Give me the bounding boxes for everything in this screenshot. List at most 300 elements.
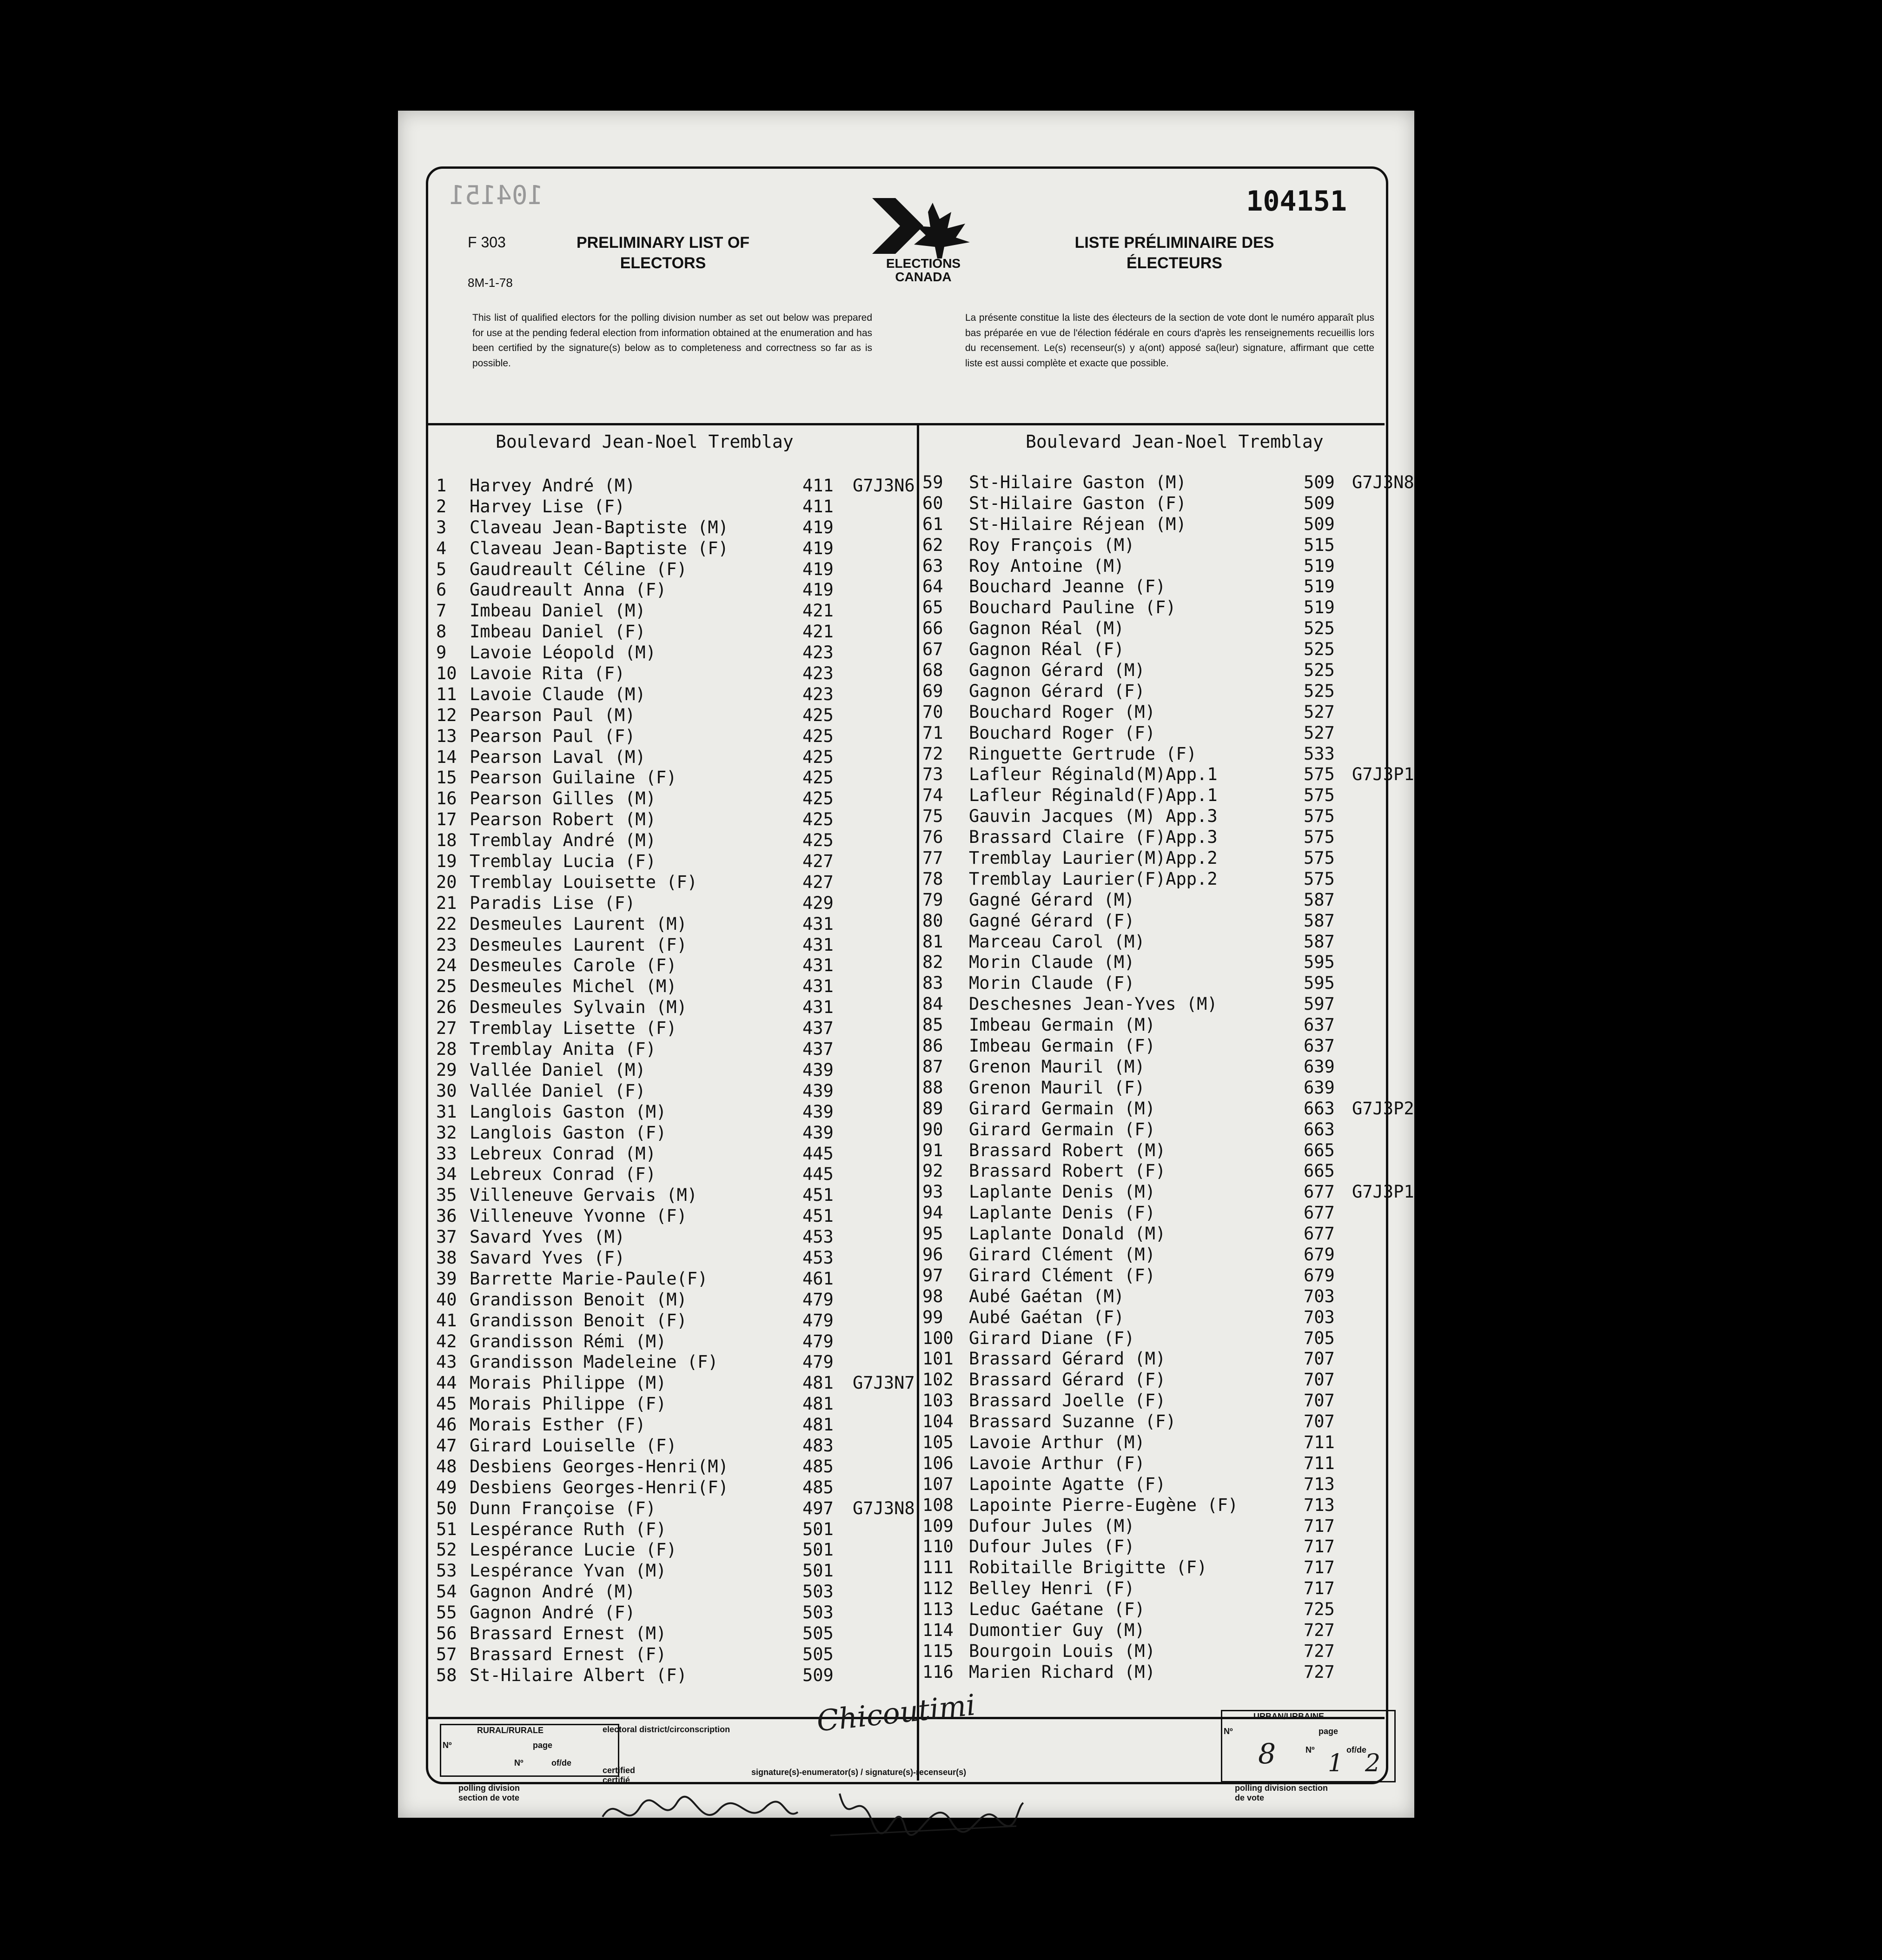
elector-entry <box>922 1349 1387 1370</box>
entry-civic-number: 423 <box>802 684 834 704</box>
entry-civic-number: 453 <box>802 1227 834 1247</box>
elector-entry <box>922 1641 1387 1662</box>
elector-entry <box>436 622 910 642</box>
entry-civic-number: 503 <box>802 1582 834 1602</box>
entry-name: Gagné Gérard (F) <box>969 910 1135 931</box>
entry-number: 65 <box>922 597 943 618</box>
elector-entry <box>922 1119 1387 1140</box>
entry-name: St-Hilaire Albert (F) <box>470 1665 687 1685</box>
entry-name: Marceau Carol (M) <box>969 931 1145 952</box>
entry-civic-number: 665 <box>1304 1140 1335 1160</box>
elector-entry <box>436 663 910 684</box>
entry-number: 53 <box>436 1561 457 1581</box>
elector-entry <box>922 702 1387 723</box>
entry-name: Pearson Paul (F) <box>470 726 636 746</box>
elector-entry <box>922 556 1387 577</box>
entry-number: 21 <box>436 893 457 913</box>
entry-name: Gaudreault Anna (F) <box>470 580 667 600</box>
rural-label: RURAL/RURALE <box>477 1726 543 1735</box>
entry-name: Pearson Guilaine (F) <box>470 768 677 788</box>
elector-entry <box>922 1662 1387 1683</box>
elector-entry <box>922 597 1387 618</box>
elector-entry <box>436 1540 910 1561</box>
entry-number: 99 <box>922 1307 943 1327</box>
entry-name: Gagnon Gérard (F) <box>969 681 1145 701</box>
entry-number: 88 <box>922 1077 943 1098</box>
entry-name: Girard Diane (F) <box>969 1328 1135 1348</box>
entry-name: Desmeules Carole (F) <box>470 955 677 976</box>
entry-civic-number: 525 <box>1304 618 1335 639</box>
entry-name: Gagnon André (M) <box>470 1582 636 1602</box>
entry-civic-number: 479 <box>802 1310 834 1331</box>
elector-entry <box>436 1060 910 1081</box>
entry-number: 108 <box>922 1495 954 1515</box>
entry-civic-number: 707 <box>1304 1411 1335 1432</box>
rural-polling-label: polling division section de vote <box>458 1783 520 1802</box>
entry-name: St-Hilaire Réjean (M) <box>969 514 1186 534</box>
elector-entry <box>922 1161 1387 1182</box>
entry-name: Marien Richard (M) <box>969 1662 1155 1682</box>
entry-number: 10 <box>436 663 457 684</box>
elector-entry <box>436 1248 910 1269</box>
elector-entry <box>922 1224 1387 1245</box>
entry-number: 51 <box>436 1519 457 1539</box>
elector-entry <box>922 1391 1387 1411</box>
entry-number: 42 <box>436 1331 457 1351</box>
entry-number: 87 <box>922 1056 943 1077</box>
rural-page-no-label: Nº <box>514 1758 524 1768</box>
elector-entry <box>922 639 1387 660</box>
entry-name: Harvey André (M) <box>470 476 636 496</box>
entry-name: Savard Yves (M) <box>470 1227 625 1247</box>
entry-name: Girard Germain (F) <box>969 1119 1155 1139</box>
entry-number: 11 <box>436 684 457 704</box>
entry-number: 98 <box>922 1286 943 1306</box>
entry-number: 20 <box>436 872 457 892</box>
elector-entry <box>436 1269 910 1290</box>
entry-number: 29 <box>436 1059 457 1080</box>
elector-entry <box>922 1557 1387 1578</box>
entry-number: 55 <box>436 1602 457 1623</box>
entry-civic-number: 639 <box>1304 1077 1335 1098</box>
entry-name: Tremblay Louisette (F) <box>470 872 698 892</box>
entry-name: Bourgoin Louis (M) <box>969 1641 1155 1661</box>
entry-civic-number: 453 <box>802 1247 834 1268</box>
entry-civic-number: 525 <box>1304 681 1335 701</box>
elector-entry <box>922 1578 1387 1599</box>
entry-civic-number: 437 <box>802 1018 834 1039</box>
entry-number: 31 <box>436 1101 457 1122</box>
entry-civic-number: 527 <box>1304 702 1335 722</box>
entry-civic-number: 509 <box>1304 472 1335 492</box>
intro-english: This list of qualified electors for the polling division number as set out below was prepared for use at the pending federal election from information obtained at the enumeration and has been certified by the signature(s) below as to completeness and correctness so far as is possible. <box>472 312 872 369</box>
entry-civic-number: 663 <box>1304 1119 1335 1139</box>
entry-civic-number: 727 <box>1304 1662 1335 1682</box>
entry-number: 27 <box>436 1018 457 1039</box>
elector-entry <box>436 1519 910 1540</box>
elector-entry <box>436 1039 910 1060</box>
form-code: F 303 <box>468 234 506 251</box>
entry-civic-number: 703 <box>1304 1307 1335 1327</box>
entry-number: 113 <box>922 1599 954 1620</box>
entry-name: Belley Henri (F) <box>969 1578 1135 1599</box>
entry-name: Imbeau Daniel (F) <box>470 622 646 642</box>
entry-number: 58 <box>436 1665 457 1685</box>
elector-entry <box>922 1078 1387 1099</box>
entry-number: 54 <box>436 1582 457 1602</box>
elector-entry <box>922 1328 1387 1349</box>
elector-entry <box>436 1457 910 1477</box>
entry-civic-number: 677 <box>1304 1182 1335 1202</box>
district-handwritten: Chicoutimi <box>815 1688 977 1738</box>
entry-civic-number: 595 <box>1304 952 1335 973</box>
elector-entry <box>436 893 910 914</box>
entry-civic-number: 575 <box>1304 785 1335 806</box>
elector-entry <box>436 642 910 663</box>
elector-entry <box>922 1182 1414 1203</box>
entry-name: Lapointe Agatte (F) <box>969 1474 1166 1494</box>
entry-civic-number: 501 <box>802 1519 834 1539</box>
entry-number: 112 <box>922 1578 954 1599</box>
elector-entry <box>922 890 1387 911</box>
entry-civic-number: 505 <box>802 1644 834 1664</box>
entry-number: 37 <box>436 1227 457 1247</box>
entry-number: 25 <box>436 976 457 997</box>
entry-name: Desmeules Laurent (F) <box>470 934 687 955</box>
entry-civic-number: 575 <box>1304 764 1335 785</box>
entry-civic-number: 431 <box>802 976 834 997</box>
entry-name: Brassard Gérard (M) <box>969 1349 1166 1369</box>
entry-number: 100 <box>922 1328 954 1348</box>
entry-number: 41 <box>436 1310 457 1331</box>
entry-number: 64 <box>922 576 943 597</box>
entry-civic-number: 421 <box>802 622 834 642</box>
elector-entry <box>922 723 1387 744</box>
entry-civic-number: 431 <box>802 934 834 955</box>
elector-entry <box>436 914 910 935</box>
elector-entry <box>436 684 910 705</box>
elector-entry <box>922 1370 1387 1391</box>
entry-name: Morais Philippe (F) <box>470 1394 667 1414</box>
entry-name: Girard Germain (M) <box>969 1098 1155 1119</box>
entry-name: Brassard Joelle (F) <box>969 1391 1166 1411</box>
elector-entry <box>436 851 910 872</box>
enumerator-signatures <box>598 1775 1026 1845</box>
entry-name: Dunn Françoise (F) <box>470 1498 656 1518</box>
entry-number: 46 <box>436 1415 457 1435</box>
entry-civic-number: 483 <box>802 1435 834 1456</box>
entry-name: Grandisson Madeleine (F) <box>470 1352 718 1372</box>
elector-entry <box>436 997 910 1018</box>
entry-name: Dufour Jules (F) <box>969 1536 1135 1557</box>
certified-label: certified certifié <box>603 1766 636 1785</box>
entry-postal-code: G7J3N8 <box>853 1498 915 1518</box>
entry-number: 111 <box>922 1557 954 1578</box>
entry-civic-number: 519 <box>1304 597 1335 618</box>
entry-name: Tremblay Lucia (F) <box>470 851 656 872</box>
entry-name: Lavoie Arthur (M) <box>969 1432 1145 1452</box>
entry-name: Brassard Claire (F)App.3 <box>969 827 1218 848</box>
entry-number: 109 <box>922 1516 954 1536</box>
entry-civic-number: 597 <box>1304 994 1335 1014</box>
entry-number: 91 <box>922 1140 943 1160</box>
entry-name: Gagnon Réal (F) <box>969 639 1125 660</box>
elector-entry <box>436 955 910 976</box>
entry-civic-number: 419 <box>802 517 834 537</box>
entry-name: Lavoie Arthur (F) <box>969 1453 1145 1473</box>
entry-name: Villeneuve Gervais (M) <box>470 1185 698 1205</box>
signature-label: signature(s)-enumerator(s) / signature(s)-recenseur(s) <box>751 1768 967 1777</box>
elector-entry <box>922 1453 1387 1474</box>
entry-number: 57 <box>436 1644 457 1664</box>
elector-entry <box>436 768 910 788</box>
entry-name: Langlois Gaston (M) <box>470 1101 667 1122</box>
form-date: 8M-1-78 <box>468 276 513 290</box>
entry-name: Claveau Jean-Baptiste (F) <box>470 538 729 558</box>
entry-civic-number: 421 <box>802 601 834 621</box>
entry-name: St-Hilaire Gaston (M) <box>969 472 1186 492</box>
street-heading-right: Boulevard Jean-Noel Tremblay <box>1026 431 1324 452</box>
entry-number: 26 <box>436 997 457 1018</box>
elector-entry <box>922 1411 1387 1432</box>
elector-entry <box>922 472 1414 493</box>
entry-number: 114 <box>922 1620 954 1640</box>
entry-civic-number: 501 <box>802 1561 834 1581</box>
elector-entry <box>436 1331 910 1352</box>
entry-civic-number: 663 <box>1304 1098 1335 1119</box>
entry-name: Brassard Robert (F) <box>969 1161 1166 1181</box>
entry-civic-number: 575 <box>1304 806 1335 827</box>
elector-entry <box>436 559 910 580</box>
entry-civic-number: 411 <box>802 496 834 516</box>
entry-civic-number: 439 <box>802 1059 834 1080</box>
entry-number: 101 <box>922 1349 954 1369</box>
entry-civic-number: 437 <box>802 1039 834 1059</box>
entry-civic-number: 429 <box>802 893 834 913</box>
entry-civic-number: 431 <box>802 914 834 934</box>
entry-civic-number: 419 <box>802 580 834 600</box>
elector-entry <box>436 517 910 538</box>
entry-civic-number: 431 <box>802 997 834 1018</box>
entry-name: Gagnon Réal (M) <box>969 618 1125 639</box>
elector-entry <box>922 660 1387 681</box>
entry-number: 50 <box>436 1498 457 1518</box>
entry-number: 2 <box>436 496 447 516</box>
elector-entry <box>436 1623 910 1644</box>
entry-civic-number: 423 <box>802 642 834 663</box>
entry-name: Brassard Gérard (F) <box>969 1370 1166 1390</box>
entry-civic-number: 519 <box>1304 556 1335 576</box>
entry-civic-number: 711 <box>1304 1453 1335 1473</box>
entry-number: 93 <box>922 1182 943 1202</box>
entry-number: 79 <box>922 889 943 910</box>
entry-number: 66 <box>922 618 943 639</box>
entry-name: Ringuette Gertrude (F) <box>969 743 1197 764</box>
entry-name: Lavoie Rita (F) <box>470 663 625 684</box>
entry-name: Brassard Suzanne (F) <box>969 1411 1176 1432</box>
elector-entry <box>436 1415 910 1436</box>
elector-entry <box>436 1665 910 1686</box>
entry-number: 12 <box>436 705 457 725</box>
elector-entry <box>922 764 1414 785</box>
entry-name: Imbeau Germain (M) <box>969 1015 1155 1035</box>
entry-civic-number: 707 <box>1304 1370 1335 1390</box>
entry-number: 9 <box>436 642 447 663</box>
entry-civic-number: 505 <box>802 1623 834 1643</box>
entry-name: Desmeules Sylvain (M) <box>470 997 687 1018</box>
street-heading-left: Boulevard Jean-Noel Tremblay <box>496 431 794 452</box>
intro-french: La présente constitue la liste des électeurs de la section de vote dont le numéro apparaît plus bas préparée en vue de l'élection fédérale en cours d'après les renseignements recueillis lors du recensement. Le(s) recenseur(s) y a(ont) apposé sa(leur) signature, affirmant que cette liste est aussi complète et exacte que possible. <box>965 312 1374 369</box>
entry-name: Claveau Jean-Baptiste (M) <box>470 517 729 537</box>
elector-entry <box>436 497 910 517</box>
entry-name: Villeneuve Yvonne (F) <box>470 1206 687 1226</box>
entry-civic-number: 479 <box>802 1352 834 1372</box>
entry-civic-number: 419 <box>802 538 834 558</box>
elector-entry <box>436 830 910 851</box>
elector-entry <box>922 493 1387 514</box>
elector-entry <box>922 785 1387 806</box>
elector-entry <box>922 1036 1387 1057</box>
elector-entry <box>436 809 910 830</box>
elector-entry <box>436 1394 910 1415</box>
entry-civic-number: 707 <box>1304 1349 1335 1369</box>
entry-number: 86 <box>922 1036 943 1056</box>
entry-civic-number: 727 <box>1304 1620 1335 1640</box>
entry-name: Brassard Ernest (M) <box>470 1623 667 1643</box>
elector-entry <box>436 1102 910 1123</box>
elector-entry <box>436 1206 910 1227</box>
entry-name: Bouchard Pauline (F) <box>969 597 1176 618</box>
entry-civic-number: 451 <box>802 1185 834 1205</box>
page-number: 1 <box>1328 1749 1344 1777</box>
entry-civic-number: 425 <box>802 768 834 788</box>
district-label: electoral district/circonscription <box>603 1725 730 1734</box>
entry-name: Tremblay Lisette (F) <box>470 1018 677 1039</box>
entry-number: 81 <box>922 931 943 952</box>
title-french: LISTE PRÉLIMINAIRE DES ÉLECTEURS <box>1074 234 1274 272</box>
entry-number: 76 <box>922 827 943 848</box>
entry-number: 40 <box>436 1289 457 1310</box>
entry-name: Aubé Gaétan (F) <box>969 1307 1125 1327</box>
entry-number: 67 <box>922 639 943 660</box>
entry-civic-number: 461 <box>802 1268 834 1289</box>
rural-no-label: Nº <box>443 1741 452 1750</box>
elector-entry <box>436 872 910 893</box>
entry-number: 102 <box>922 1370 954 1390</box>
entry-civic-number: 425 <box>802 726 834 746</box>
elector-entry <box>922 618 1387 639</box>
entry-civic-number: 717 <box>1304 1557 1335 1578</box>
urban-polling-label: polling division section de vote <box>1235 1783 1328 1802</box>
entry-civic-number: 587 <box>1304 931 1335 952</box>
entry-civic-number: 533 <box>1304 743 1335 764</box>
entry-number: 110 <box>922 1536 954 1557</box>
entry-postal-code: G7J3P1 <box>1352 764 1414 785</box>
entry-name: Lapointe Pierre-Eugène (F) <box>969 1495 1239 1515</box>
entry-civic-number: 445 <box>802 1143 834 1164</box>
entry-number: 52 <box>436 1540 457 1560</box>
entry-name: Laplante Denis (M) <box>969 1182 1155 1202</box>
entry-name: Girard Louiselle (F) <box>470 1435 677 1456</box>
elector-entry <box>922 1203 1387 1224</box>
elector-entry <box>436 1644 910 1665</box>
entry-number: 60 <box>922 493 943 513</box>
entry-number: 6 <box>436 580 447 600</box>
entry-number: 18 <box>436 830 457 851</box>
elector-entry <box>436 705 910 726</box>
elector-entry <box>922 1245 1387 1265</box>
entry-number: 104 <box>922 1411 954 1432</box>
page-total: 2 <box>1365 1749 1381 1777</box>
entry-civic-number: 679 <box>1304 1244 1335 1265</box>
entry-name: Gagnon Gérard (M) <box>969 660 1145 681</box>
form-number: 104151 <box>1246 185 1347 218</box>
entry-number: 74 <box>922 785 943 806</box>
entry-number: 8 <box>436 622 447 642</box>
entry-civic-number: 481 <box>802 1394 834 1414</box>
entry-name: Grandisson Benoit (M) <box>470 1289 687 1310</box>
entry-name: Girard Clément (M) <box>969 1244 1155 1265</box>
entry-number: 49 <box>436 1477 457 1497</box>
entry-name: Barrette Marie-Paule(F) <box>470 1268 708 1289</box>
entry-name: Brassard Ernest (F) <box>470 1644 667 1664</box>
entry-name: Desmeules Laurent (M) <box>470 914 687 934</box>
entry-postal-code: G7J3P1 <box>1352 1182 1414 1202</box>
rural-ofde-label: of/de <box>551 1758 571 1768</box>
elector-entry <box>922 827 1387 848</box>
entry-number: 116 <box>922 1662 954 1682</box>
entry-civic-number: 431 <box>802 955 834 976</box>
entry-civic-number: 519 <box>1304 576 1335 597</box>
entry-civic-number: 481 <box>802 1373 834 1393</box>
urban-label: URBAN/URBAINE <box>1253 1712 1324 1721</box>
entry-name: Lavoie Léopold (M) <box>470 642 656 663</box>
entry-civic-number: 525 <box>1304 639 1335 660</box>
entry-number: 32 <box>436 1122 457 1143</box>
entry-civic-number: 711 <box>1304 1432 1335 1452</box>
entry-civic-number: 707 <box>1304 1391 1335 1411</box>
entry-number: 38 <box>436 1247 457 1268</box>
elector-entry <box>922 911 1387 932</box>
entry-number: 69 <box>922 681 943 701</box>
entry-number: 34 <box>436 1164 457 1185</box>
entry-civic-number: 425 <box>802 788 834 809</box>
entry-number: 36 <box>436 1206 457 1226</box>
entry-name: Morais Philippe (M) <box>470 1373 667 1393</box>
entry-civic-number: 509 <box>802 1665 834 1685</box>
entry-name: Vallée Daniel (F) <box>470 1080 646 1101</box>
elector-entry <box>436 1123 910 1144</box>
entry-number: 97 <box>922 1265 943 1285</box>
entry-name: Lespérance Ruth (F) <box>470 1519 667 1539</box>
entry-number: 83 <box>922 973 943 993</box>
entry-name: Lespérance Yvan (M) <box>470 1561 667 1581</box>
entry-number: 62 <box>922 535 943 555</box>
entry-name: Vallée Daniel (M) <box>470 1059 646 1080</box>
entry-civic-number: 713 <box>1304 1474 1335 1494</box>
entry-civic-number: 639 <box>1304 1056 1335 1077</box>
elector-entry <box>922 1140 1387 1161</box>
entry-number: 48 <box>436 1456 457 1477</box>
entry-civic-number: 501 <box>802 1540 834 1560</box>
entry-number: 1 <box>436 476 447 496</box>
entry-civic-number: 727 <box>1304 1641 1335 1661</box>
entry-civic-number: 439 <box>802 1080 834 1101</box>
entry-number: 23 <box>436 934 457 955</box>
column-divider <box>917 423 919 1781</box>
elector-entry <box>436 1018 910 1039</box>
entry-number: 95 <box>922 1224 943 1244</box>
